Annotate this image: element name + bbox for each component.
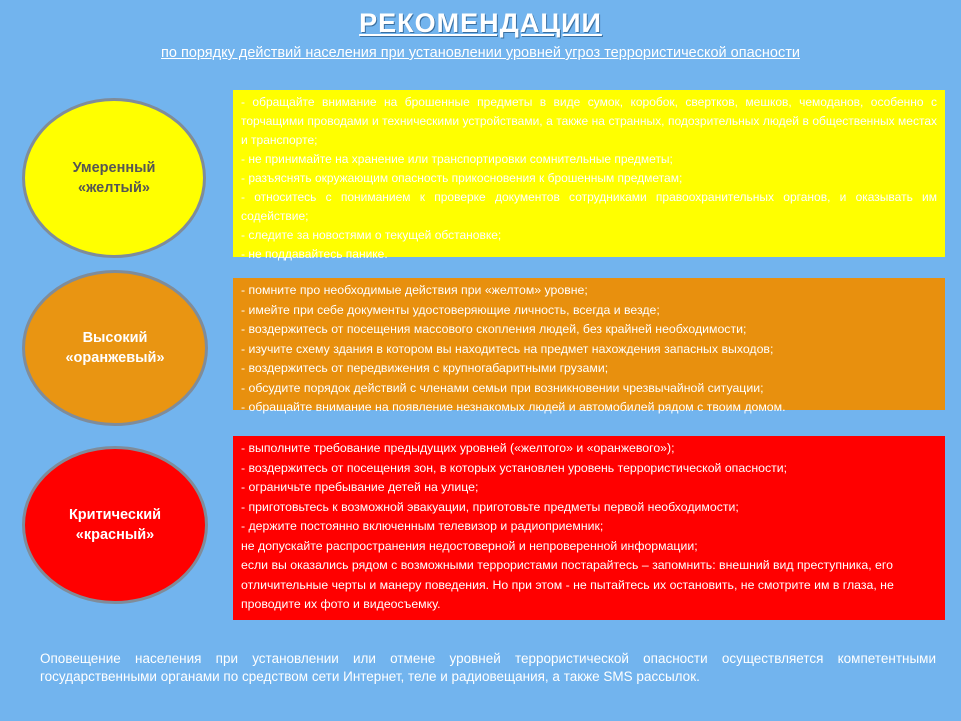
recommendation-item: - имейте при себе документы удостоверяющие личность, всегда и везде; [241, 302, 660, 317]
recommendation-item: - относитесь с пониманием к проверке документов сотрудниками правоохранительных органов, и оказывать им содействие; [241, 190, 937, 223]
recommendation-item: - воздержитесь от посещения зон, в которых установлен уровень террористической опасности; [241, 460, 788, 475]
level-red-recommendations [233, 436, 945, 620]
recommendation-item: - выполните требование предыдущих уровней («желтого» и «оранжевого»); [241, 441, 675, 455]
level-orange-color-name: «оранжевый» [65, 350, 165, 366]
recommendation-item: - помните про необходимые действия при «желтом» уровне; [241, 283, 588, 297]
recommendation-item: - держите постоянно включенным телевизор и радиоприемник; [241, 519, 604, 533]
recommendation-item: - воздержитесь от посещения массового скопления людей, без крайней необходимости; [241, 322, 747, 336]
recommendation-item: - не поддавайтесь панике. [241, 247, 388, 261]
recommendation-item: - разъяснять окружающим опасность прикосновения к брошенным предметам; [241, 171, 683, 185]
level-red-name: Критический [68, 507, 162, 523]
level-yellow-color-name: «желтый» [78, 180, 150, 196]
recommendation-item: - не принимайте на хранение или транспортировки сомнительные предметы; [241, 152, 673, 166]
level-red-color-name: «красный» [75, 527, 155, 543]
recommendation-item: - ограничьте пребывание детей на улице; [241, 480, 479, 494]
recommendation-item: - воздержитесь от передвижения с крупногабаритными грузами; [241, 361, 609, 375]
recommendation-item: - приготовьтесь к возможной эвакуации, приготовьте предметы первой необходимости; [241, 499, 739, 514]
recommendation-item: - обращайте внимание на брошенные предметы в виде сумок, коробок, свертков, мешков, чемоданов, особенно с торчащими проводами и техническими устройствами, а также на странных, подозрительных людей в общественных местах и транспорте; [241, 95, 937, 147]
level-yellow-circle [22, 98, 206, 258]
level-orange-recommendations [233, 278, 945, 414]
recommendation-item: - обсудите порядок действий с членами семьи при возникновении чрезвычайной ситуации; [241, 380, 764, 395]
recommendation-item: если вы оказались рядом с возможными террористами постарайтесь – запомнить: внешний вид преступника, его отличительные черты и манеру поведения. Но при этом - не пытайтесь их остановить, не смотрите им в глаза, не проводите их фото и видеосъемку. [241, 558, 894, 611]
page-subtitle: по порядку действий населения при установлении уровней угроз террористической опасности [161, 45, 800, 61]
page-title: РЕКОМЕНДАЦИИ [359, 8, 602, 38]
recommendation-item: - обращайте внимание на появление незнакомых людей и автомобилей рядом с твоим домом. [241, 400, 786, 414]
recommendation-item: - следите за новостями о текущей обстановке; [241, 228, 502, 242]
level-orange-name: Высокий [82, 330, 148, 346]
notification-note: Оповещение населения при установлении или отмене уровней террористической опасности осуществляется компетентными государственными органами по средством сети Интернет, теле и радиовещания, а также SMS рассылок. [40, 651, 936, 684]
recommendation-item: - изучите схему здания в котором вы находитесь на предмет нахождения запасных выходов; [241, 341, 774, 356]
level-yellow-recommendations [233, 90, 945, 261]
level-red-circle [22, 446, 208, 604]
level-yellow-name: Умеренный [72, 160, 156, 176]
recommendation-item: не допускайте распространения недостоверной и непроверенной информации; [241, 538, 698, 553]
level-orange-circle [22, 270, 208, 426]
